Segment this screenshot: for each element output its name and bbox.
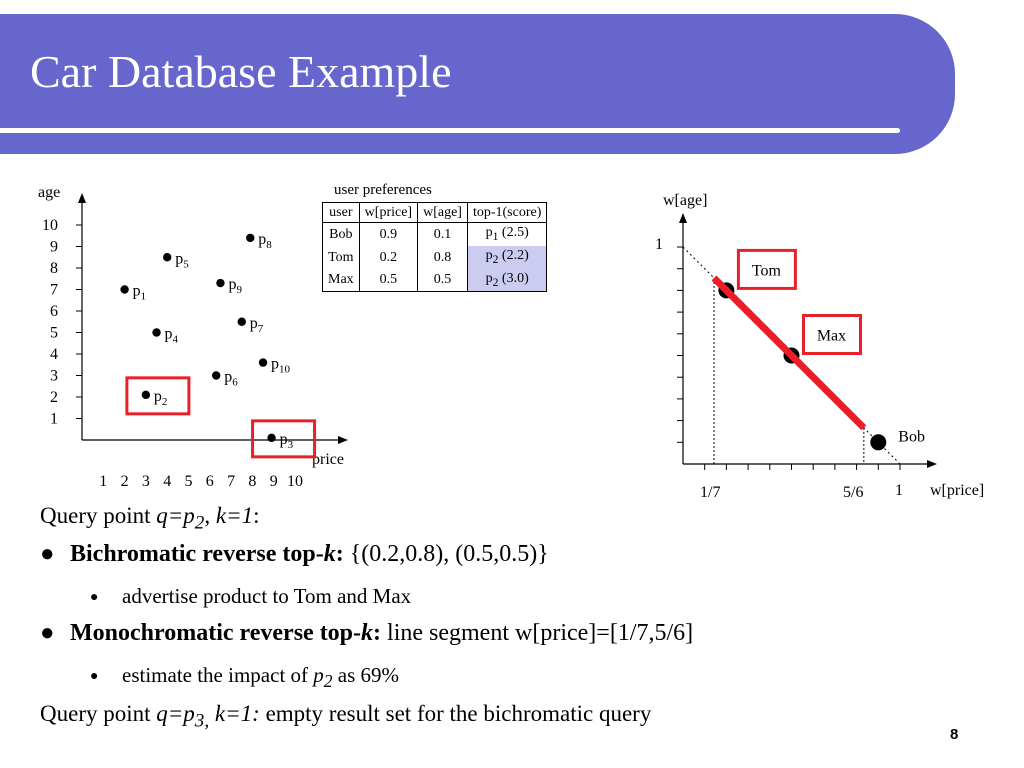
scatter-y-tick-label: 5 bbox=[50, 324, 58, 342]
weight-space-plot bbox=[645, 185, 1015, 505]
user-point bbox=[870, 434, 886, 450]
point-label: $p_5$ bbox=[175, 250, 189, 271]
scatter-y-tick-label: 2 bbox=[50, 389, 58, 406]
cell-w-price: 0.5 bbox=[359, 269, 417, 292]
header-w-age: w[age] bbox=[418, 203, 468, 223]
bullet-monochromatic: ● Monochromatic reverse top-k: line segment w[price]=[1/7,5/6] bbox=[40, 620, 694, 646]
bullet-bichromatic: ● Bichromatic reverse top-k: {(0.2,0.8), (0.5,0.5)} bbox=[40, 541, 549, 567]
preferences-table bbox=[322, 202, 547, 292]
point-label: $p_7$ bbox=[249, 314, 264, 335]
data-point bbox=[246, 234, 254, 242]
data-point bbox=[152, 328, 160, 336]
scatter-x-axis-label: price bbox=[312, 451, 344, 468]
point-label: $p_6$ bbox=[224, 368, 238, 389]
scatter-x-tick-label: 8 bbox=[248, 473, 257, 490]
data-point bbox=[238, 318, 246, 326]
cell-user: Tom bbox=[323, 246, 360, 269]
bullet-dot-icon: ● bbox=[90, 590, 99, 606]
point-label: $p_4$ bbox=[164, 325, 179, 346]
header-user: user bbox=[323, 203, 360, 223]
page-number: 8 bbox=[950, 726, 959, 743]
scatter-y-tick-label: 9 bbox=[50, 238, 58, 256]
data-point bbox=[163, 253, 171, 261]
scatter-x-tick-label: 5 bbox=[184, 473, 193, 490]
cell-w-age: 0.5 bbox=[418, 269, 468, 292]
scatter-y-tick-label: 1 bbox=[50, 410, 58, 428]
car-scatter-plot bbox=[20, 175, 350, 495]
title-underline bbox=[0, 128, 900, 133]
scatter-x-tick-label: 6 bbox=[205, 473, 214, 490]
point-label: $p_1$ bbox=[132, 282, 147, 303]
scatter-x-tick-label: 3 bbox=[141, 473, 150, 490]
wplot-y-one-label: 1 bbox=[655, 236, 663, 253]
wplot-y-axis-label: w[age] bbox=[663, 192, 708, 209]
query-point-line-2: Query point $q=p_{3,}$ k=1: empty result set for the bichromatic query bbox=[40, 701, 652, 732]
table-row bbox=[323, 223, 547, 246]
cell-w-age: 0.8 bbox=[418, 246, 468, 269]
scatter-x-tick-label: 10 bbox=[287, 473, 303, 490]
data-point bbox=[212, 371, 220, 379]
table-row bbox=[323, 246, 547, 269]
bullet-dot-icon: ● bbox=[40, 620, 55, 646]
cell-user: Bob bbox=[323, 223, 360, 246]
wplot-x-axis-label: w[price] bbox=[930, 482, 985, 499]
scatter-x-tick-label: 7 bbox=[227, 473, 236, 490]
scatter-x-arrow-icon bbox=[338, 436, 348, 444]
header-w-price: w[price] bbox=[359, 203, 417, 223]
scatter-y-tick-label: 3 bbox=[50, 367, 58, 385]
cell-w-price: 0.2 bbox=[359, 246, 417, 269]
data-point bbox=[120, 285, 128, 293]
bullet-dot-icon: ● bbox=[40, 541, 55, 567]
scatter-y-tick-label: 8 bbox=[50, 260, 58, 277]
user-label: Tom bbox=[751, 262, 781, 280]
wplot-x-one-label: 1 bbox=[895, 482, 903, 499]
cell-w-age: 0.1 bbox=[418, 223, 468, 246]
cell-user: Max bbox=[323, 269, 360, 292]
user-label: Bob bbox=[898, 428, 925, 446]
scatter-y-axis-label: age bbox=[38, 184, 61, 201]
cell-top1-highlighted: $p_2$ (2.2) bbox=[467, 246, 546, 269]
user-label: Max bbox=[816, 327, 847, 345]
table-row bbox=[323, 269, 547, 292]
point-label: $p_2$ bbox=[153, 387, 168, 408]
data-point bbox=[267, 434, 275, 442]
scatter-y-arrow-icon bbox=[78, 193, 86, 203]
header-top1-score: top-1(score) bbox=[467, 203, 546, 223]
sub-bullet-impact: ● estimate the impact of $p_2$ as 69% bbox=[90, 663, 400, 692]
slide-title: Car Database Example bbox=[30, 46, 452, 97]
user-preferences-panel bbox=[322, 182, 547, 292]
scatter-y-tick-label: 6 bbox=[50, 303, 58, 320]
preferences-header-row bbox=[323, 203, 547, 223]
scatter-y-tick-label: 10 bbox=[42, 217, 58, 234]
scatter-y-tick-label: 7 bbox=[50, 281, 58, 299]
cell-top1-highlighted: $p_2$ (3.0) bbox=[467, 269, 546, 292]
data-point bbox=[259, 358, 267, 366]
scatter-x-tick-label: 1 bbox=[99, 473, 108, 490]
cell-top1: $p_1$ (2.5) bbox=[467, 223, 546, 246]
query-point-line-1: Query point $q=p_2$, k=1: bbox=[40, 503, 260, 534]
point-label: $p_8$ bbox=[258, 230, 272, 251]
point-label: $p_9$ bbox=[228, 276, 242, 297]
wplot-x-mark-high: 5/6 bbox=[843, 484, 864, 501]
scatter-x-tick-label: 2 bbox=[120, 473, 129, 490]
point-label: $p_{10}$ bbox=[271, 355, 291, 376]
sub-bullet-advertise: ● advertise product to Tom and Max bbox=[90, 584, 412, 608]
scatter-x-tick-label: 9 bbox=[269, 473, 278, 490]
preferences-caption: user preferences bbox=[334, 182, 432, 198]
scatter-x-tick-label: 4 bbox=[163, 473, 172, 490]
wplot-x-mark-low: 1/7 bbox=[700, 484, 721, 501]
cell-w-price: 0.9 bbox=[359, 223, 417, 246]
point-label: $p_3$ bbox=[279, 430, 294, 451]
data-point bbox=[216, 279, 224, 287]
data-point bbox=[142, 391, 150, 399]
wplot-x-arrow-icon bbox=[927, 460, 937, 468]
scatter-y-tick-label: 4 bbox=[50, 346, 58, 363]
bullet-dot-icon: ● bbox=[90, 669, 99, 685]
wplot-y-arrow-icon bbox=[679, 213, 687, 223]
